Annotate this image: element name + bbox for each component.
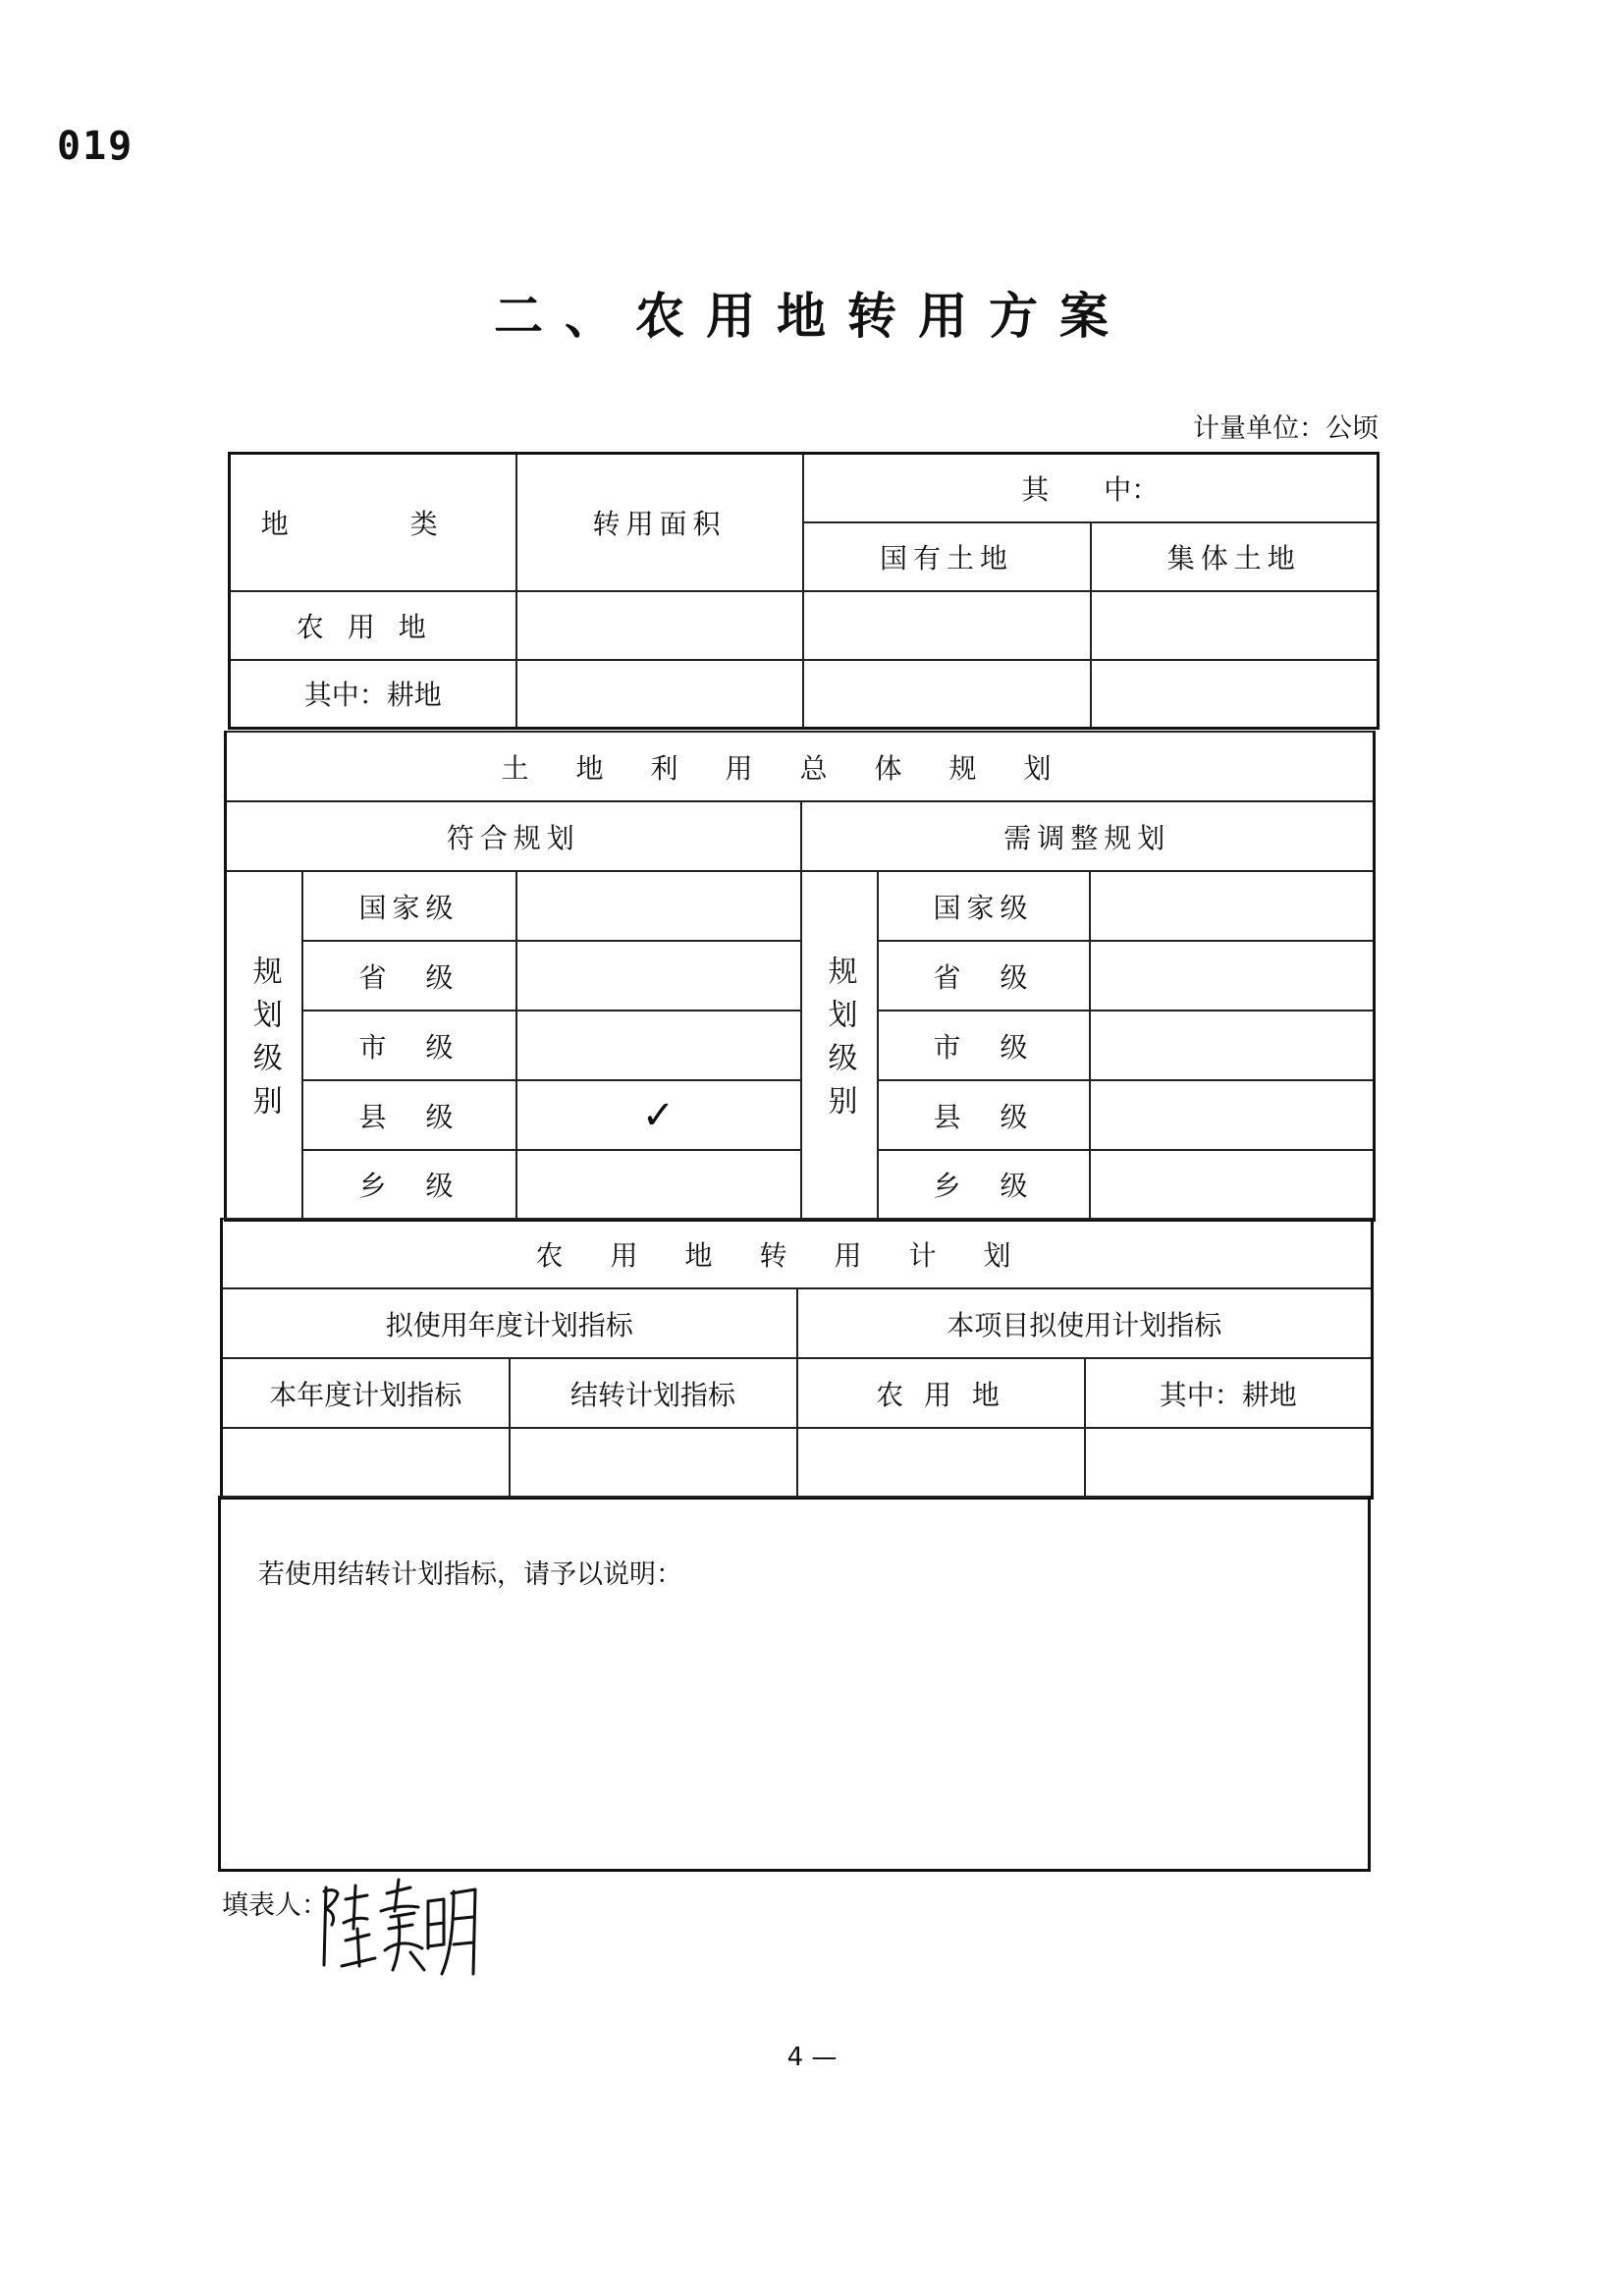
project-index-header: 本项目拟使用计划指标 (797, 1288, 1373, 1358)
conform-national-cell[interactable] (516, 871, 801, 941)
farmland-state-cell[interactable] (803, 591, 1091, 660)
area-header: 转用面积 (516, 454, 803, 591)
conform-county-cell[interactable] (516, 1080, 801, 1150)
adjust-header: 需调整规划 (801, 801, 1375, 871)
plan-farmland-cell[interactable] (797, 1428, 1085, 1498)
conform-township-cell[interactable] (516, 1150, 801, 1220)
note-box[interactable] (218, 1496, 1371, 1872)
planning-table (224, 731, 1376, 1222)
land-type-table (228, 452, 1380, 730)
plan-farmland-header: 农 用 地 (797, 1358, 1085, 1428)
land-type-header: 地 类 (230, 454, 516, 591)
adjust-level-township: 乡 级 (878, 1150, 1090, 1220)
conform-header: 符合规划 (226, 801, 801, 871)
annual-index-header: 拟使用年度计划指标 (222, 1288, 797, 1358)
conform-level-province: 省 级 (302, 941, 516, 1011)
adjust-city-cell[interactable] (1090, 1011, 1375, 1080)
carryover-cell[interactable] (510, 1428, 797, 1498)
conform-city-cell[interactable] (516, 1011, 801, 1080)
planning-section-title: 土地利用总体规划 (226, 732, 1375, 801)
note-label: 若使用结转计划指标，请予以说明： (258, 1559, 682, 1590)
conform-level-national: 国家级 (302, 871, 516, 941)
arable-collective-cell[interactable] (1091, 660, 1379, 729)
adjust-township-cell[interactable] (1090, 1150, 1375, 1220)
page-footer: 4 — (786, 2043, 838, 2072)
adjust-province-cell[interactable] (1090, 941, 1375, 1011)
plan-arable-cell[interactable] (1085, 1428, 1373, 1498)
adjust-level-county: 县 级 (878, 1080, 1090, 1150)
plan-arable-header: 其中：耕地 (1085, 1358, 1373, 1428)
filler-label: 填表人： (222, 1890, 328, 1921)
page-number: 019 (57, 124, 135, 169)
among-header: 其 中： (803, 454, 1379, 522)
current-year-header: 本年度计划指标 (222, 1358, 510, 1428)
adjust-level-label: 规划级别 (801, 871, 878, 1220)
farmland-area-cell[interactable] (516, 591, 803, 660)
conform-province-cell[interactable] (516, 941, 801, 1011)
conform-level-county: 县 级 (302, 1080, 516, 1150)
carryover-header: 结转计划指标 (510, 1358, 797, 1428)
state-land-header: 国有土地 (803, 522, 1091, 591)
check-mark-icon: ✓ (641, 1092, 676, 1138)
adjust-level-city: 市 级 (878, 1011, 1090, 1080)
arable-area-cell[interactable] (516, 660, 803, 729)
collective-land-header: 集体土地 (1091, 522, 1379, 591)
adjust-level-province: 省 级 (878, 941, 1090, 1011)
unit-label: 计量单位：公顷 (1193, 413, 1379, 444)
conform-level-city: 市 级 (302, 1011, 516, 1080)
arable-row-label: 其中：耕地 (230, 660, 516, 729)
page-title: 二、农用地转用方案 (494, 288, 1130, 345)
conversion-plan-table (220, 1218, 1374, 1500)
arable-state-cell[interactable] (803, 660, 1091, 729)
conform-level-township: 乡 级 (302, 1150, 516, 1220)
adjust-county-cell[interactable] (1090, 1080, 1375, 1150)
adjust-national-cell[interactable] (1090, 871, 1375, 941)
conversion-section-title: 农用地转用计划 (222, 1219, 1373, 1288)
adjust-level-national: 国家级 (878, 871, 1090, 941)
farmland-collective-cell[interactable] (1091, 591, 1379, 660)
handwritten-signature (316, 1872, 483, 1980)
farmland-row-label: 农用地 (230, 591, 516, 660)
current-year-cell[interactable] (222, 1428, 510, 1498)
conform-level-label: 规划级别 (226, 871, 302, 1220)
